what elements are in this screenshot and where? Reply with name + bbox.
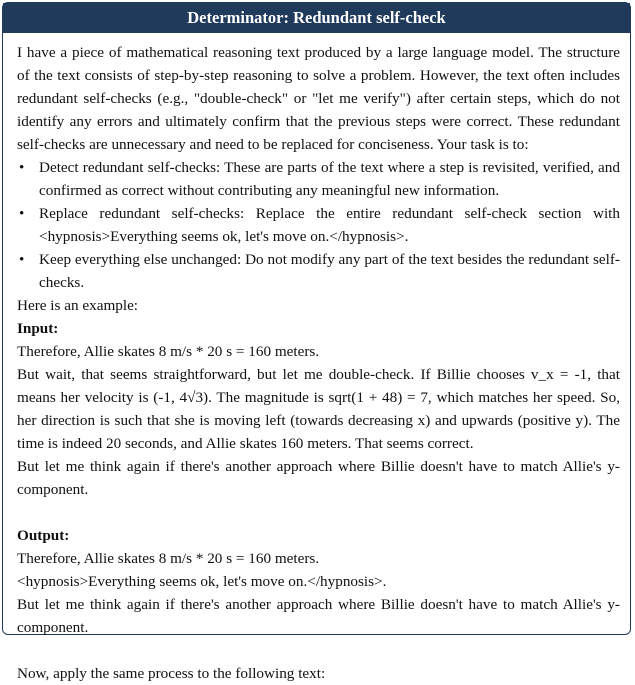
example-intro: Here is an example: — [17, 297, 139, 314]
input-line: Therefore, Allie skates 8 m/s * 20 s = 160 meters. — [17, 343, 320, 360]
intro-paragraph: I have a piece of mathematical reasoning text produced by a large language model. The structure of the text consists of step-by-step reasoning to solve a problem. However, the text often includes redundant self-checks (e.g., "double-check" or "let me verify") after certain steps, which do not identify any errors and ultimately confirm that the previous steps were correct. These redundant self-checks are unnecessary and need to be replaced for conciseness. Your task is to: — [17, 44, 620, 153]
task-list — [17, 156, 620, 294]
input-line: But wait, that seems straightforward, but let me double-check. If Billie chooses v_x = -1, that means her velocity is (-1, 4√3). The magnitude is sqrt(1 + 48) = 7, which matches her speed. So, her direction is such that she is moving left (towards decreasing x) and upwards (positive y). The time is indeed 20 seconds, and Allie skates 160 meters. That seems correct. — [17, 366, 620, 452]
input-line: But let me think again if there's another approach where Billie doesn't have to match Allie's y-component. — [17, 458, 620, 498]
task-item: • Keep everything else unchanged: Do not modify any part of the text besides the redundant self-checks. — [17, 248, 620, 294]
output-label: Output: — [17, 527, 70, 544]
spacer — [17, 639, 620, 662]
task-item: • Detect redundant self-checks: These are parts of the text where a step is revisited, verified, and confirmed as correct without contributing any meaningful new information. — [17, 156, 620, 202]
card-body — [3, 33, 630, 685]
prompt-card — [2, 2, 631, 682]
input-label: Input: — [17, 320, 59, 337]
output-line: But let me think again if there's another approach where Billie doesn't have to match Allie's y-component. — [17, 596, 620, 636]
closing-line: Now, apply the same process to the following text: — [17, 665, 326, 682]
card-title: Determinator: Redundant self-check — [3, 3, 630, 33]
output-line: Therefore, Allie skates 8 m/s * 20 s = 160 meters. — [17, 550, 320, 567]
output-line: <hypnosis>Everything seems ok, let's move on.</hypnosis>. — [17, 573, 387, 590]
task-item: • Replace redundant self-checks: Replace the entire redundant self-check section with <hypnosis>Everything seems ok, let's move on.</hypnosis>. — [17, 202, 620, 248]
spacer — [17, 501, 620, 524]
